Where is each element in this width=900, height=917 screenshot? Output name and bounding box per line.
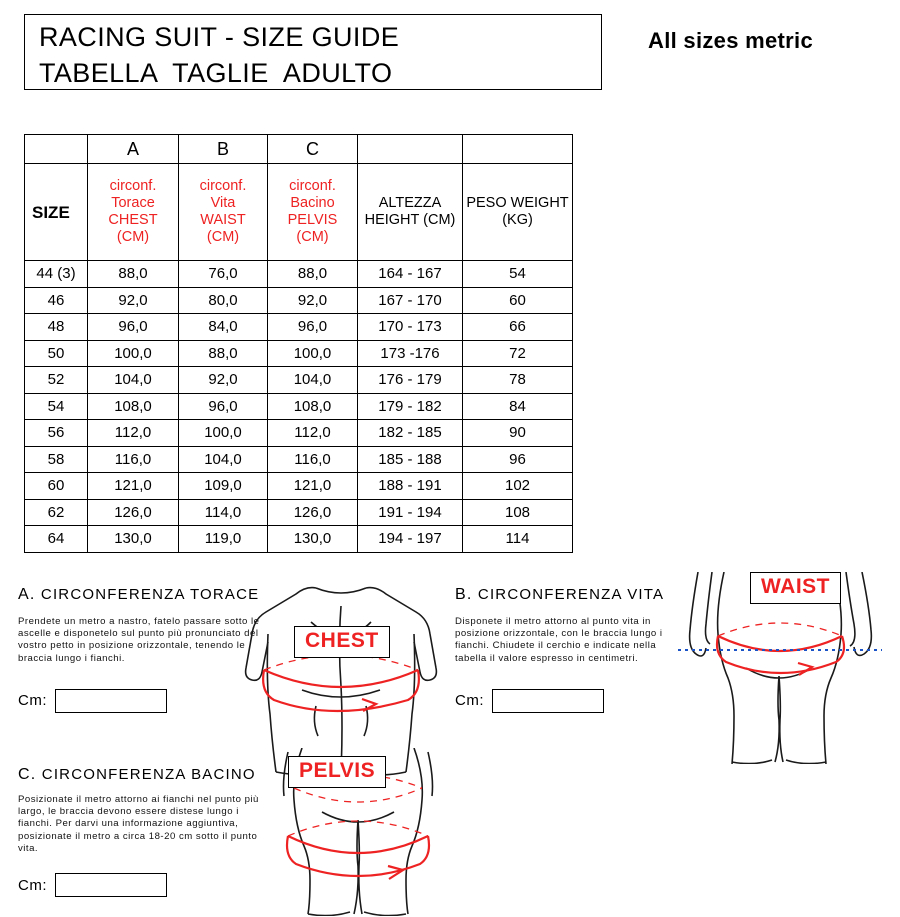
table-cell-waist: 76,0 [179,261,268,288]
header-chest-l1: circonf. [109,178,157,194]
table-cell-size: 50 [25,340,88,367]
section-b-cm-row [455,689,681,713]
table-cell-height: 188 - 191 [358,473,463,500]
table-cell-waist: 96,0 [179,393,268,420]
header-waist-l2: Vita [210,195,236,211]
table-cell-weight: 102 [463,473,573,500]
table-cell-height: 173 -176 [358,340,463,367]
header-waist-l4: (CM) [206,229,240,245]
table-cell-pelvis: 96,0 [268,314,358,341]
waist-measure-input[interactable] [492,689,604,713]
table-row [25,367,573,394]
header-pelvis-l2: Bacino [290,195,335,211]
header-size: SIZE [25,164,88,261]
header-height-l1: ALTEZZA [378,195,442,211]
table-letter-row [25,135,573,164]
page-title-line-2: TABELLA TAGLIE ADULTO [39,58,393,88]
table-cell-weight: 60 [463,287,573,314]
table-cell-chest: 108,0 [88,393,179,420]
table-cell-chest: 104,0 [88,367,179,394]
header-chest [88,164,179,261]
table-row [25,499,573,526]
table-cell-weight: 72 [463,340,573,367]
table-cell-chest: 96,0 [88,314,179,341]
table-cell-size: 54 [25,393,88,420]
table-cell-height: 170 - 173 [358,314,463,341]
table-cell-size: 44 (3) [25,261,88,288]
table-cell-size: 48 [25,314,88,341]
table-cell-size: 58 [25,446,88,473]
table-cell-chest: 112,0 [88,420,179,447]
table-row [25,287,573,314]
header-weight [463,164,573,261]
table-cell-waist: 100,0 [179,420,268,447]
section-c-body: Posizionate il metro attorno ai fianchi nel punto più largo, le braccia devono essere distese lungo i fianchi. Per darvi una informazione aggiuntiva, posizionate il metro a circa 18-20 cm sotto il punto vita. [18,794,259,854]
section-pelvis [18,766,266,897]
table-cell-height: 167 - 170 [358,287,463,314]
table-row [25,420,573,447]
table-cell-weight: 96 [463,446,573,473]
section-c-letter: C. [18,766,37,783]
table-cell-size: 60 [25,473,88,500]
table-cell-chest: 92,0 [88,287,179,314]
table-cell-size: 56 [25,420,88,447]
chest-measure-input[interactable] [55,689,167,713]
table-cell-pelvis: 116,0 [268,446,358,473]
header-waist [179,164,268,261]
table-cell-weight: 84 [463,393,573,420]
table-cell-size: 64 [25,526,88,553]
table-cell-weight: 108 [463,499,573,526]
header-pelvis-l1: circonf. [289,178,336,194]
table-cell-pelvis: 92,0 [268,287,358,314]
table-cell-weight: 66 [463,314,573,341]
section-b-body: Disponete il metro attorno al punto vita in posizione orizzontale, con le braccia lungo i fianchi. Chiudete il cerchio e indicate nella tabella il valore espresso in centimetri. [455,616,663,664]
section-b-heading [455,586,681,604]
table-cell-weight: 114 [463,526,573,553]
letter-cell-b: B [179,135,268,164]
table-cell-height: 182 - 185 [358,420,463,447]
header-chest-l4: (CM) [116,229,150,245]
section-c-title: CIRCONFERENZA BACINO [41,766,256,783]
table-cell-waist: 84,0 [179,314,268,341]
table-cell-waist: 109,0 [179,473,268,500]
table-cell-chest: 126,0 [88,499,179,526]
badge-waist: WAIST [750,572,841,604]
header-chest-l3: CHEST [108,212,158,228]
table-cell-pelvis: 100,0 [268,340,358,367]
letter-cell-c: C [268,135,358,164]
table-cell-pelvis: 112,0 [268,420,358,447]
table-cell-chest: 100,0 [88,340,179,367]
table-cell-weight: 78 [463,367,573,394]
table-cell-pelvis: 126,0 [268,499,358,526]
letter-cell-empty [25,135,88,164]
section-b-title: CIRCONFERENZA VITA [477,586,665,603]
letter-cell-empty-2 [358,135,463,164]
header-chest-l2: Torace [111,195,155,211]
table-cell-weight: 90 [463,420,573,447]
table-header-row [25,164,573,261]
table-cell-chest: 130,0 [88,526,179,553]
header-height-l2: HEIGHT (CM) [364,212,456,228]
letter-cell-empty-3 [463,135,573,164]
badge-pelvis: PELVIS [288,756,386,788]
table-cell-pelvis: 104,0 [268,367,358,394]
table-cell-waist: 119,0 [179,526,268,553]
table-cell-chest: 116,0 [88,446,179,473]
table-body [25,261,573,553]
table-row [25,314,573,341]
section-a-body: Prendete un metro a nastro, fatelo passare sotto le ascelle e disponetelo sul punto più pronunciato del vostro petto in posizione orizzontale, tenendo le braccia lungo i fianchi. [18,616,260,664]
table-cell-waist: 80,0 [179,287,268,314]
table-cell-size: 52 [25,367,88,394]
table-cell-height: 185 - 188 [358,446,463,473]
header-pelvis-l3: PELVIS [287,212,338,228]
table-row [25,393,573,420]
table-cell-waist: 104,0 [179,446,268,473]
header-pelvis [268,164,358,261]
badge-chest: CHEST [294,626,390,658]
section-c-cm-label: Cm: [18,876,47,894]
table-cell-weight: 54 [463,261,573,288]
header-height [358,164,463,261]
table-cell-height: 194 - 197 [358,526,463,553]
section-waist [455,586,681,713]
table-cell-pelvis: 130,0 [268,526,358,553]
table-row [25,473,573,500]
table-cell-height: 176 - 179 [358,367,463,394]
table-cell-chest: 121,0 [88,473,179,500]
table-cell-waist: 92,0 [179,367,268,394]
table-cell-waist: 88,0 [179,340,268,367]
header-waist-l3: WAIST [200,212,246,228]
page-title-line-1: RACING SUIT - SIZE GUIDE [39,22,400,52]
table-cell-pelvis: 108,0 [268,393,358,420]
section-c-cm-row [18,873,266,897]
header-pelvis-l4: (CM) [296,229,329,245]
section-a-letter: A. [18,586,36,603]
section-a-cm-label: Cm: [18,692,47,710]
table-cell-waist: 114,0 [179,499,268,526]
table-row [25,340,573,367]
pelvis-measure-input[interactable] [55,873,167,897]
table-row [25,446,573,473]
table-cell-pelvis: 121,0 [268,473,358,500]
table-cell-pelvis: 88,0 [268,261,358,288]
title-box [24,14,602,90]
table-row [25,526,573,553]
section-b-cm-label: Cm: [455,692,484,710]
letter-cell-a: A [88,135,179,164]
table-cell-height: 191 - 194 [358,499,463,526]
table-cell-height: 179 - 182 [358,393,463,420]
metric-note: All sizes metric [648,28,813,53]
header-weight-l2: (KG) [502,212,533,228]
size-table [24,134,573,553]
header-weight-l1: PESO WEIGHT [466,195,569,211]
table-cell-size: 46 [25,287,88,314]
section-b-letter: B. [455,586,473,603]
table-cell-size: 62 [25,499,88,526]
table-cell-height: 164 - 167 [358,261,463,288]
header-waist-l1: circonf. [199,178,247,194]
table-cell-chest: 88,0 [88,261,179,288]
table-row [25,261,573,288]
section-a-title: CIRCONFERENZA TORACE [40,586,260,603]
section-c-heading [18,766,266,784]
